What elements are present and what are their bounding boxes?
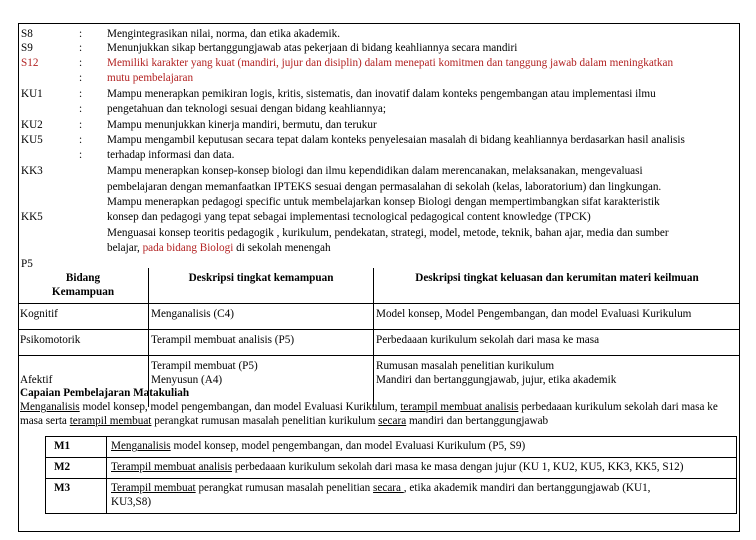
table-row (46, 479, 737, 514)
cell-materi: Rumusan masalah penelitian kurikulum Mandiri dan bertanggungjawab, jujur, etika akademik (374, 356, 741, 408)
capaian-text: Menganalisis model konsep, model pengembangan, dan model Evaluasi Kurikulum, terampil membuat analisis perbedaaan kurikulum sekolah dari masa ke masa serta terampil membuat perangkat rumusan masalah penelitian kurikulum secara mandiri dan bertanggungjawab (20, 401, 718, 427)
header-materi: Deskripsi tingkat keluasan dan kerumitan materi keilmuan (415, 272, 699, 284)
desc-p5: Menguasai konsep teoritis pedagogik , kurikulum, pendekatan, strategi, model, metode, teknik, bahan ajar, media dan sumber (107, 227, 669, 239)
highlight-biologi: pada bidang Biologi (142, 242, 234, 254)
cell-kemampuan: Menganalisis (C4) (149, 304, 374, 330)
code-ku1: KU1 (21, 88, 43, 100)
desc-kk3-cont: pembelajaran dengan memanfaatkan IPTEKS sesuai dengan permasalahan di sekolah (kelas, laboratorium) dan lingkungan. (107, 181, 662, 193)
table-row (18, 330, 740, 356)
header-kemampuan: Deskripsi tingkat kemampuan (149, 268, 374, 304)
cell-materi: Perbedaaan kurikulum sekolah dari masa ke masa (374, 330, 741, 356)
header-bidang: Bidang Kemampuan (18, 268, 149, 304)
objective-code: M2 (46, 458, 107, 479)
table-row (46, 458, 737, 479)
cell-bidang: Afektif (18, 356, 149, 408)
colon: : (79, 57, 83, 69)
code-s9: S9 (21, 42, 33, 54)
cell-kemampuan: Terampil membuat (P5) Menyusun (A4) (149, 356, 374, 408)
table-row (46, 437, 737, 458)
desc-s9: Menunjukkan sikap bertanggungjawab atas pekerjaan di bidang keahliannya secara mandiri (107, 42, 518, 54)
desc-p5-cont: belajar, pada bidang Biologi di sekolah menengah (107, 242, 331, 254)
desc-s8: Mengintegrasikan nilai, norma, dan etika akademik. (107, 28, 340, 40)
colon: : (79, 149, 83, 161)
objectives-table (45, 436, 737, 514)
code-ku5: KU5 (21, 134, 43, 146)
code-kk5: KK5 (21, 211, 43, 223)
capaian-section (20, 386, 736, 428)
objective-code: M3 (46, 479, 107, 514)
code-s8: S8 (21, 28, 33, 40)
capaian-title: Capaian Pembelajaran Matakuliah (20, 387, 190, 399)
colon: : (79, 119, 83, 131)
code-kk3: KK3 (21, 165, 43, 177)
desc-s12: Memiliki karakter yang kuat (mandiri, jujur dan disiplin) dalam menepati komitmen dan tanggung jawab dalam meningkatkan (107, 57, 674, 69)
cell-materi: Model konsep, Model Pengembangan, dan model Evaluasi Kurikulum (374, 304, 741, 330)
colon: : (79, 28, 83, 40)
desc-ku1-cont: pengetahuan dan teknologi sesuai dengan bidang keahliannya; (107, 103, 386, 115)
desc-ku5: Mampu mengambil keputusan secara tepat dalam konteks penyelesaian masalah di bidang keahliannya berdasarkan hasil analisis (107, 134, 685, 146)
objective-text: Terampil membuat perangkat rumusan masalah penelitian secara , etika akademik mandiri dan bertanggungjawab (KU1, KU3,S8) (107, 479, 737, 514)
colon: : (79, 103, 83, 115)
colon: : (79, 72, 83, 84)
desc-s12-cont: mutu pembelajaran (107, 72, 194, 84)
code-ku2: KU2 (21, 119, 43, 131)
cell-kemampuan: Terampil membuat analisis (P5) (149, 330, 374, 356)
desc-kk5: Mampu menerapkan pedagogi specific untuk membelajarkan konsep Biologi dengan mempertimbangkan sifat karakteristik (107, 196, 660, 208)
objective-code: M1 (46, 437, 107, 458)
desc-ku1: Mampu menerapkan pemikiran logis, kritis, sistematis, dan inovatif dalam konteks pengembangan atau implementasi ilmu (107, 88, 656, 100)
desc-kk5-cont: konsep dan pedagogi yang tepat sebagai implementasi tecnological pedagogical content knowledge (TPCK) (107, 211, 591, 223)
colon: : (79, 134, 83, 146)
objective-text: Menganalisis model konsep, model pengembangan, dan model Evaluasi Kurikulum (P5, S9) (107, 437, 737, 458)
desc-ku2: Mampu menunjukkan kinerja mandiri, bermutu, dan terukur (107, 119, 377, 131)
table-header-row (18, 268, 740, 304)
table-row (18, 304, 740, 330)
objective-text: Terampil membuat analisis perbedaaan kurikulum sekolah dari masa ke masa dengan jujur (KU 1, KU2, KU5, KK3, KK5, S12) (107, 458, 737, 479)
code-s12: S12 (21, 57, 39, 69)
colon: : (79, 88, 83, 100)
cell-bidang: Psikomotorik (18, 330, 149, 356)
desc-kk3: Mampu menerapkan konsep-konsep biologi dan ilmu kependidikan dalam merencanakan, melaksanakan, mengevaluasi (107, 165, 643, 177)
colon: : (79, 42, 83, 54)
cell-bidang: Kognitif (18, 304, 149, 330)
desc-ku5-cont: terhadap informasi dan data. (107, 149, 235, 161)
code-p5: P5 (21, 258, 33, 270)
